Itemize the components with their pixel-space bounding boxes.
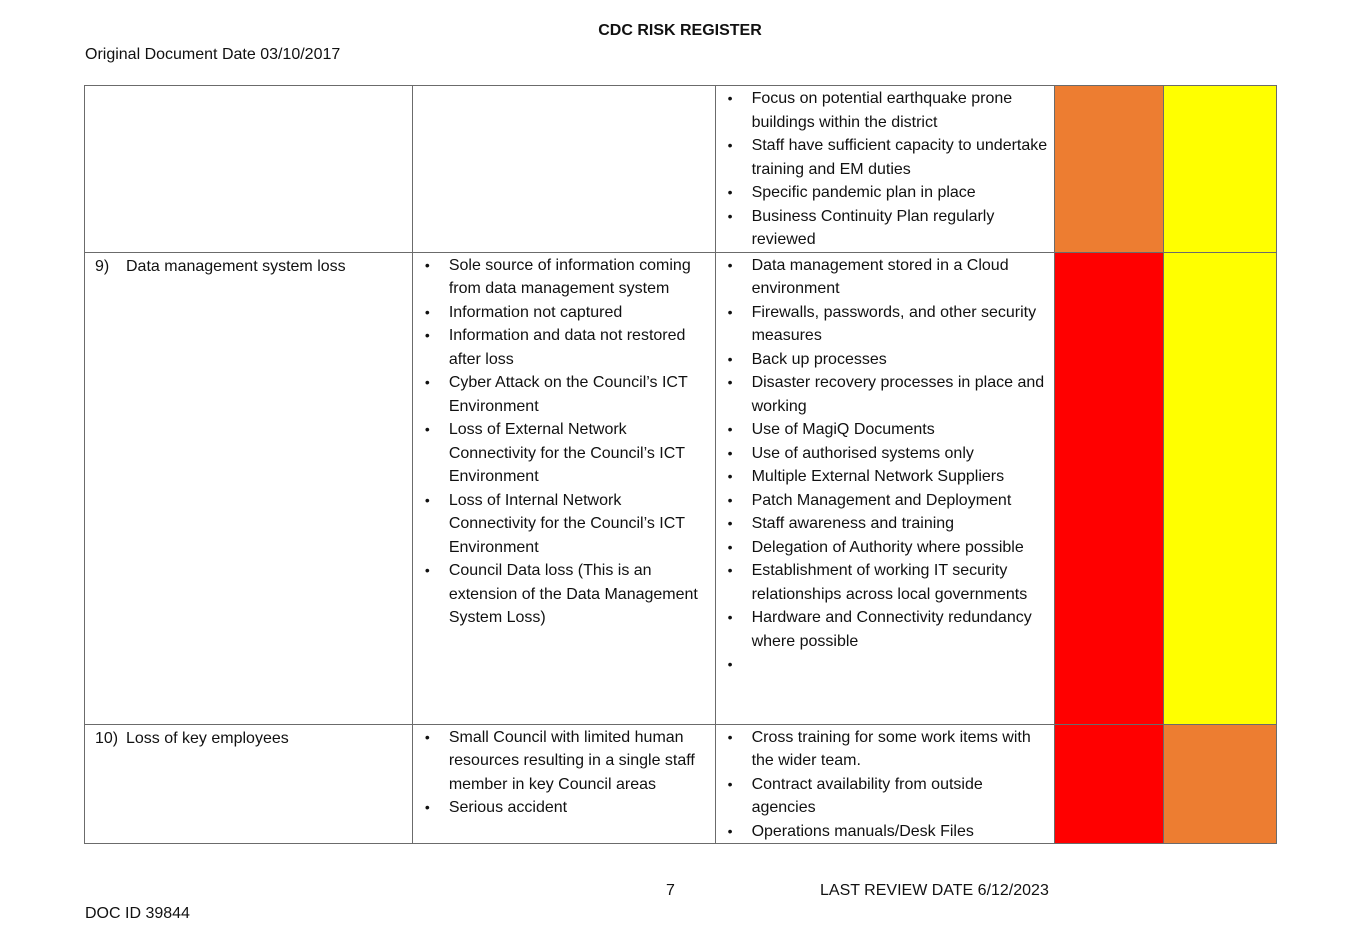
control-item: • Back up processes: [752, 348, 1049, 372]
original-document-date: Original Document Date 03/10/2017: [85, 46, 341, 63]
risk-rating-inherent: [1055, 252, 1163, 724]
risk-causes-cell: [412, 724, 715, 844]
page-title: CDC RISK REGISTER: [598, 22, 762, 39]
control-item: • Disaster recovery processes in place and working: [752, 371, 1049, 418]
controls-list: [716, 725, 1055, 844]
risk-causes-cell: [412, 252, 715, 724]
control-item: • Staff have sufficient capacity to undertake training and EM duties: [752, 134, 1049, 181]
cause-item: • Council Data loss (This is an extension of the Data Management System Loss): [449, 559, 709, 630]
risk-causes-cell: [412, 86, 715, 253]
risk-rating-residual: [1163, 724, 1276, 844]
risk-controls-cell: [715, 252, 1055, 724]
risk-rating-residual: [1163, 252, 1276, 724]
risk-name: [85, 725, 412, 751]
risk-row: [85, 724, 1277, 844]
cause-item: • Loss of External Network Connectivity for the Council’s ICT Environment: [449, 418, 709, 489]
control-item: • Focus on potential earthquake prone buildings within the district: [752, 87, 1049, 134]
cause-item: • Information not captured: [449, 301, 709, 325]
risk-rating-inherent: [1055, 724, 1163, 844]
controls-list: [716, 86, 1055, 252]
cause-item: • Serious accident: [449, 796, 709, 820]
causes-list: [413, 725, 715, 820]
last-review-date: LAST REVIEW DATE 6/12/2023: [820, 882, 1049, 899]
causes-list: [413, 253, 715, 630]
risk-name: [85, 86, 412, 88]
doc-id: DOC ID 39844: [85, 905, 190, 922]
controls-list: [716, 253, 1055, 677]
cause-item: • Information and data not restored after loss: [449, 324, 709, 371]
risk-name-cell: [85, 86, 413, 253]
risk-register-body: [85, 86, 1277, 844]
cause-item: • Sole source of information coming from data management system: [449, 254, 709, 301]
risk-title: Loss of key employees: [126, 729, 289, 747]
control-item: • Use of MagiQ Documents: [752, 418, 1049, 442]
control-item: • Firewalls, passwords, and other security measures: [752, 301, 1049, 348]
control-item: • Business Continuity Plan regularly reviewed: [752, 205, 1049, 252]
risk-register-table: [84, 85, 1277, 844]
control-item: • Specific pandemic plan in place: [752, 181, 1049, 205]
cause-item: • Cyber Attack on the Council’s ICT Environment: [449, 371, 709, 418]
control-item: • Data management stored in a Cloud environment: [752, 254, 1049, 301]
risk-controls-cell: [715, 724, 1055, 844]
control-item: • Use of authorised systems only: [752, 442, 1049, 466]
cause-item: • Loss of Internal Network Connectivity for the Council’s ICT Environment: [449, 489, 709, 560]
risk-controls-cell: [715, 86, 1055, 253]
risk-number: 10): [95, 729, 119, 747]
control-item: [752, 653, 1049, 677]
control-item: • Hardware and Connectivity redundancy where possible: [752, 606, 1049, 653]
risk-number: 9): [95, 257, 110, 275]
risk-rating-inherent: [1055, 86, 1163, 253]
control-item: • Contract availability from outside agencies: [752, 773, 1049, 820]
risk-name-cell: [85, 724, 413, 844]
risk-rating-residual: [1163, 86, 1276, 253]
control-item: • Operations manuals/Desk Files: [752, 820, 1049, 844]
risk-name: [85, 253, 412, 279]
control-item: • Staff awareness and training: [752, 512, 1049, 536]
control-item: • Cross training for some work items with the wider team.: [752, 726, 1049, 773]
risk-name-cell: [85, 252, 413, 724]
control-item: • Patch Management and Deployment: [752, 489, 1049, 513]
cause-item: • Small Council with limited human resources resulting in a single staff member in key Council areas: [449, 726, 709, 797]
risk-title: Data management system loss: [126, 257, 346, 275]
page-number: 7: [666, 882, 675, 899]
control-item: • Multiple External Network Suppliers: [752, 465, 1049, 489]
control-item: • Establishment of working IT security relationships across local governments: [752, 559, 1049, 606]
control-item: • Delegation of Authority where possible: [752, 536, 1049, 560]
risk-row: [85, 252, 1277, 724]
risk-row: [85, 86, 1277, 253]
